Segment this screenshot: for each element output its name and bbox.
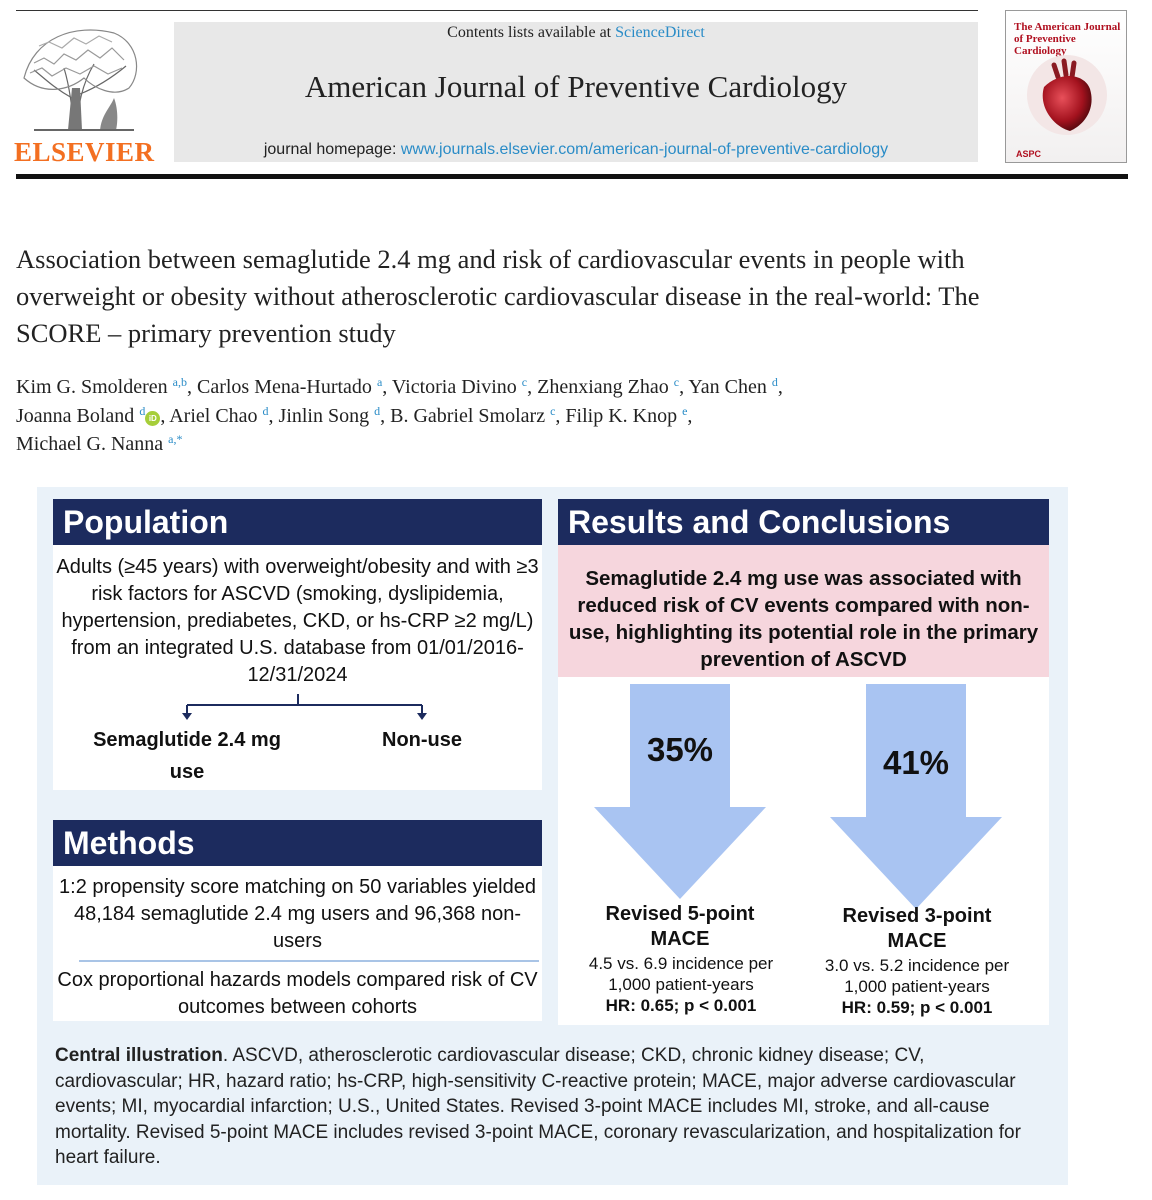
- results-box: [558, 499, 1049, 1025]
- author-name[interactable]: Victoria Divino: [391, 376, 517, 398]
- author-list: Kim G. Smolderen $^{a,b}$, Carlos Mena-Hurtado $^a$, Victoria Divino $^c$, Zhenxiang Zhao $^c$, Yan Chen $^d$, Joanna Boland $^d$iD , Ariel Chao $^d$, Jinlin Song $^d$, B. Gabriel Smolarz $^c$, Filip K. Knop $^e$, Michael G. Nanna $^{a,*}$: [16, 375, 783, 455]
- conclusion-text: Semaglutide 2.4 mg use was associated with reduced risk of CV events compared with non-use, highlighting its potential role in the primary prevention of ASCVD: [568, 567, 1039, 671]
- outcome2-title: Revised 3-point MACE: [842, 905, 992, 952]
- down-arrow-icon: [830, 684, 1002, 909]
- homepage-label: journal homepage:: [263, 141, 401, 158]
- central-illustration: [37, 487, 1068, 1185]
- elsevier-wordmark: ELSEVIER: [14, 137, 155, 167]
- outcome2-incidence: 3.0 vs. 5.2 incidence per 1,000 patient-years: [824, 956, 1010, 996]
- author-affiliation[interactable]: d: [374, 403, 381, 418]
- illustration-caption: [55, 1043, 1051, 1171]
- header-rule: [16, 174, 1128, 179]
- author-name[interactable]: Michael G. Nanna: [16, 433, 164, 455]
- outcome1-incidence: 4.5 vs. 6.9 incidence per 1,000 patient-years: [588, 954, 774, 994]
- arm-semaglutide-label: Semaglutide 2.4 mg use: [93, 729, 281, 783]
- author-name[interactable]: Yan Chen: [688, 376, 767, 398]
- methods-divider: [79, 960, 539, 962]
- outcome1-hr: HR: 0.65; p < 0.001: [605, 996, 757, 1015]
- cover-badge: ASPC: [1016, 149, 1042, 159]
- methods-model-text: Cox proportional hazards models compared risk of CV outcomes between cohorts: [57, 969, 538, 1018]
- author-name[interactable]: Jinlin Song: [278, 404, 370, 427]
- cover-title: The American Journal of Preventive Cardiology: [1014, 21, 1121, 57]
- caption-label: Central illustration: [55, 1045, 223, 1066]
- article-title: Association between semaglutide 2.4 mg and risk of cardiovascular events in people with overweight or obesity without atherosclerotic cardiovascular disease in the real-world: The SCORE – primary prevention study: [16, 244, 980, 348]
- homepage-link[interactable]: www.journals.elsevier.com/american-journal-of-preventive-cardiology: [400, 141, 889, 158]
- author-affiliation[interactable]: d: [262, 403, 269, 418]
- author-affiliation[interactable]: c: [673, 375, 680, 389]
- author-affiliation[interactable]: d: [139, 403, 146, 418]
- author-affiliation[interactable]: c: [550, 403, 556, 418]
- author-affiliation[interactable]: c: [521, 375, 528, 389]
- orcid-icon[interactable]: iD: [145, 411, 160, 426]
- methods-matching-text: 1:2 propensity score matching on 50 variables yielded 48,184 semaglutide 2.4 mg users and 96,368 non-users: [59, 876, 536, 952]
- author-name[interactable]: Joanna Boland: [16, 404, 135, 427]
- methods-box: [53, 820, 542, 1021]
- population-text: Adults (≥45 years) with overweight/obesity and with ≥3 risk factors for ASCVD (smoking, dyslipidemia, hypertension, prediabetes, CKD, or hs-CRP ≥2 mg/L) from an integrated U.S. database from 01/01/2016-12/31/2024: [56, 556, 539, 686]
- author-affiliation[interactable]: e: [682, 403, 688, 418]
- journal-cover-thumbnail[interactable]: [1005, 10, 1127, 163]
- homepage-line: [174, 141, 978, 159]
- author-name[interactable]: B. Gabriel Smolarz: [390, 404, 546, 427]
- heart-image: [1024, 51, 1110, 137]
- arm-non-use-label: Non-use: [382, 729, 462, 751]
- author-name[interactable]: Carlos Mena-Hurtado: [196, 376, 372, 398]
- author-name[interactable]: Filip K. Knop: [565, 404, 678, 427]
- outcome2-hr: HR: 0.59; p < 0.001: [841, 998, 993, 1017]
- population-heading: Population: [53, 499, 542, 545]
- author-name[interactable]: Ariel Chao: [169, 404, 258, 427]
- sciencedirect-link[interactable]: ScienceDirect: [615, 24, 705, 41]
- results-heading: Results and Conclusions: [558, 499, 1049, 545]
- methods-heading: Methods: [53, 820, 542, 866]
- contents-line: [174, 24, 978, 42]
- caption-text: . ASCVD, atherosclerotic cardiovascular disease; CKD, chronic kidney disease; CV, cardiovascular; HR, hazard ratio; hs-CRP, high-sensitivity C-reactive protein; MACE, major adverse cardiovascular events; MI, myocardial infarction; U.S., United States. Revised 3-point MACE includes MI, stroke, and all-cause mortality. Revised 5-point MACE includes revised 3-point MACE, coronary revascularization, and hospitalization for heart failure.: [55, 1045, 1021, 1168]
- outcome2-reduction: 41%: [882, 744, 950, 781]
- population-box: [53, 499, 542, 790]
- down-arrow-icon: [594, 684, 766, 899]
- author-affiliation[interactable]: d: [771, 375, 778, 389]
- outcome1-title: Revised 5-point MACE: [605, 903, 755, 950]
- journal-masthead: [174, 22, 978, 162]
- author-affiliation[interactable]: a,*: [168, 432, 183, 446]
- author-affiliation[interactable]: a: [376, 375, 383, 389]
- author-affiliation[interactable]: a,b: [172, 375, 187, 389]
- journal-title: American Journal of Preventive Cardiology: [304, 69, 848, 104]
- author-name[interactable]: Zhenxiang Zhao: [537, 376, 669, 398]
- top-rule: [16, 10, 978, 11]
- outcome1-reduction: 35%: [646, 731, 714, 768]
- author-name[interactable]: Kim G. Smolderen: [16, 376, 168, 398]
- contents-prefix: Contents lists available at: [447, 24, 616, 41]
